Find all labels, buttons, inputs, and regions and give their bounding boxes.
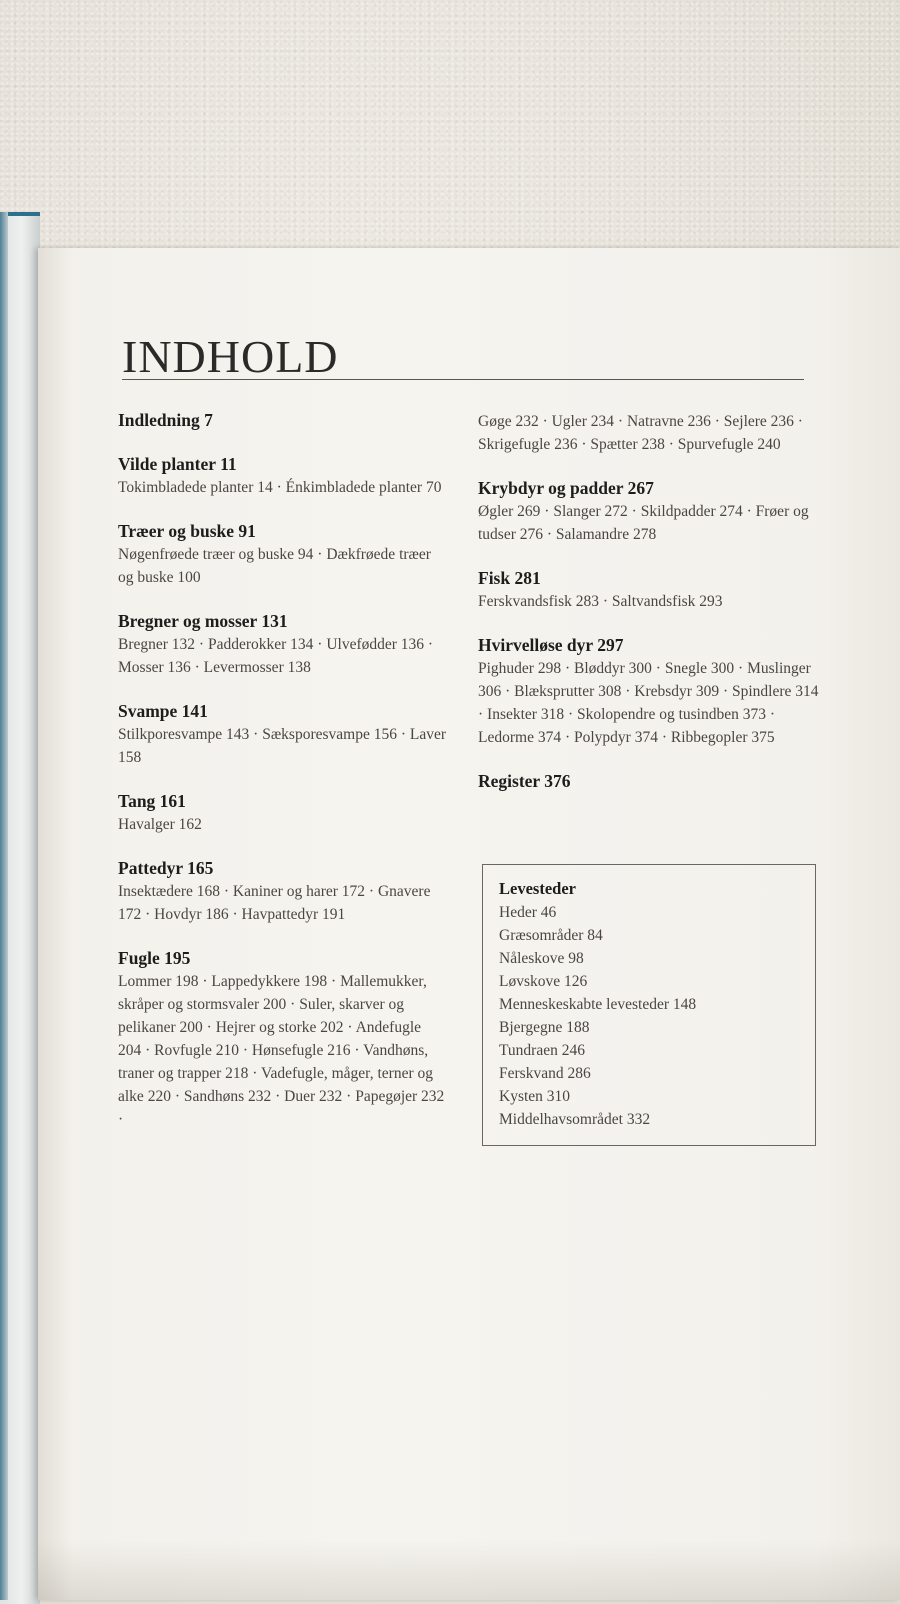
toc-heading: Træer og buske 91 <box>118 521 256 541</box>
toc-left-column <box>118 408 448 1151</box>
toc-section <box>118 609 448 679</box>
toc-entries: Gøge 232 · Ugler 234 · Natravne 236 · Sejlere 236 · Skrigefugle 236 · Spætter 238 · Spurvefugle 240 <box>478 413 803 453</box>
habitat-item: Kysten 310 <box>499 1088 571 1105</box>
toc-entries: Havalger 162 <box>118 816 202 833</box>
toc-heading: Svampe 141 <box>118 701 208 721</box>
toc-section <box>118 699 448 769</box>
habitat-item: Tundraen 246 <box>499 1042 585 1059</box>
habitat-item: Menneskeskabte levesteder 148 <box>499 996 697 1013</box>
toc-entries: Stilkporesvampe 143 · Sæksporesvampe 156 · Laver 158 <box>118 726 447 766</box>
background-surface <box>0 0 900 260</box>
toc-section <box>478 769 823 793</box>
title-rule <box>122 379 804 380</box>
toc-section <box>118 452 448 499</box>
toc-section <box>118 946 448 1131</box>
toc-entries: Tokimbladede planter 14 · Énkimbladede planter 70 <box>118 479 442 496</box>
toc-entries: Bregner 132 · Padderokker 134 · Ulvefødder 136 · Mosser 136 · Levermosser 138 <box>118 636 434 676</box>
toc-entries: Øgler 269 · Slanger 272 · Skildpadder 274 · Frøer og tudser 276 · Salamandre 278 <box>478 503 809 543</box>
habitats-title: Levesteder <box>499 879 576 898</box>
toc-section <box>478 410 823 456</box>
toc-entries: Ferskvandsfisk 283 · Saltvandsfisk 293 <box>478 593 723 610</box>
habitat-item: Græsområder 84 <box>499 927 603 944</box>
toc-heading: Krybdyr og padder 267 <box>478 478 654 498</box>
habitats-list <box>499 877 696 1131</box>
habitat-item: Ferskvand 286 <box>499 1065 591 1082</box>
toc-heading: Pattedyr 165 <box>118 858 214 878</box>
toc-section <box>478 476 823 546</box>
toc-section <box>118 789 448 836</box>
habitat-item: Heder 46 <box>499 904 557 921</box>
habitat-item: Nåleskove 98 <box>499 950 584 967</box>
toc-section <box>118 408 448 432</box>
habitat-item: Bjergegne 188 <box>499 1019 590 1036</box>
toc-heading: Tang 161 <box>118 791 186 811</box>
toc-heading: Fugle 195 <box>118 948 191 968</box>
toc-entries: Lommer 198 · Lappedykkere 198 · Mallemukker, skråper og stormsvaler 200 · Suler, skarver og pelikaner 200 · Hejrer og storke 202 · Andefugle 204 · Rovfugle 210 · Hønsefugle 216 · Vandhøns, traner og trapper 218 · Vadefugle, måger, terner og alke 220 · Sandhøns 232 · Duer 232 · Papegøjer 232 · <box>118 973 445 1128</box>
toc-section <box>118 856 448 926</box>
toc-heading: Register 376 <box>478 771 571 791</box>
toc-entries: Pighuder 298 · Bløddyr 300 · Snegle 300 · Muslinger 306 · Blæksprutter 308 · Krebsdyr 309 · Spindlere 314 · Insekter 318 · Skolopendre og tusindben 373 · Ledorme 374 · Polypdyr 374 · Ribbegopler 375 <box>478 660 819 746</box>
toc-right-column <box>478 410 823 813</box>
book-cover-edge <box>0 212 8 1600</box>
toc-section <box>478 633 823 749</box>
page-title: INDHOLD <box>122 331 339 382</box>
habitats-box <box>482 864 816 1146</box>
toc-entries: Nøgenfrøede træer og buske 94 · Dækfrøede træer og buske 100 <box>118 546 431 586</box>
page-shadow <box>38 1540 900 1600</box>
habitat-item: Løvskove 126 <box>499 973 588 990</box>
toc-heading: Bregner og mosser 131 <box>118 611 288 631</box>
toc-heading: Indledning 7 <box>118 410 213 430</box>
toc-heading: Vilde planter 11 <box>118 454 237 474</box>
toc-heading: Hvirvelløse dyr 297 <box>478 635 624 655</box>
toc-section <box>478 566 823 613</box>
toc-heading: Fisk 281 <box>478 568 541 588</box>
toc-section <box>118 519 448 589</box>
toc-entries: Insektædere 168 · Kaniner og harer 172 · Gnavere 172 · Hovdyr 186 · Havpattedyr 191 <box>118 883 431 923</box>
habitat-item: Middelhavsområdet 332 <box>499 1111 651 1128</box>
